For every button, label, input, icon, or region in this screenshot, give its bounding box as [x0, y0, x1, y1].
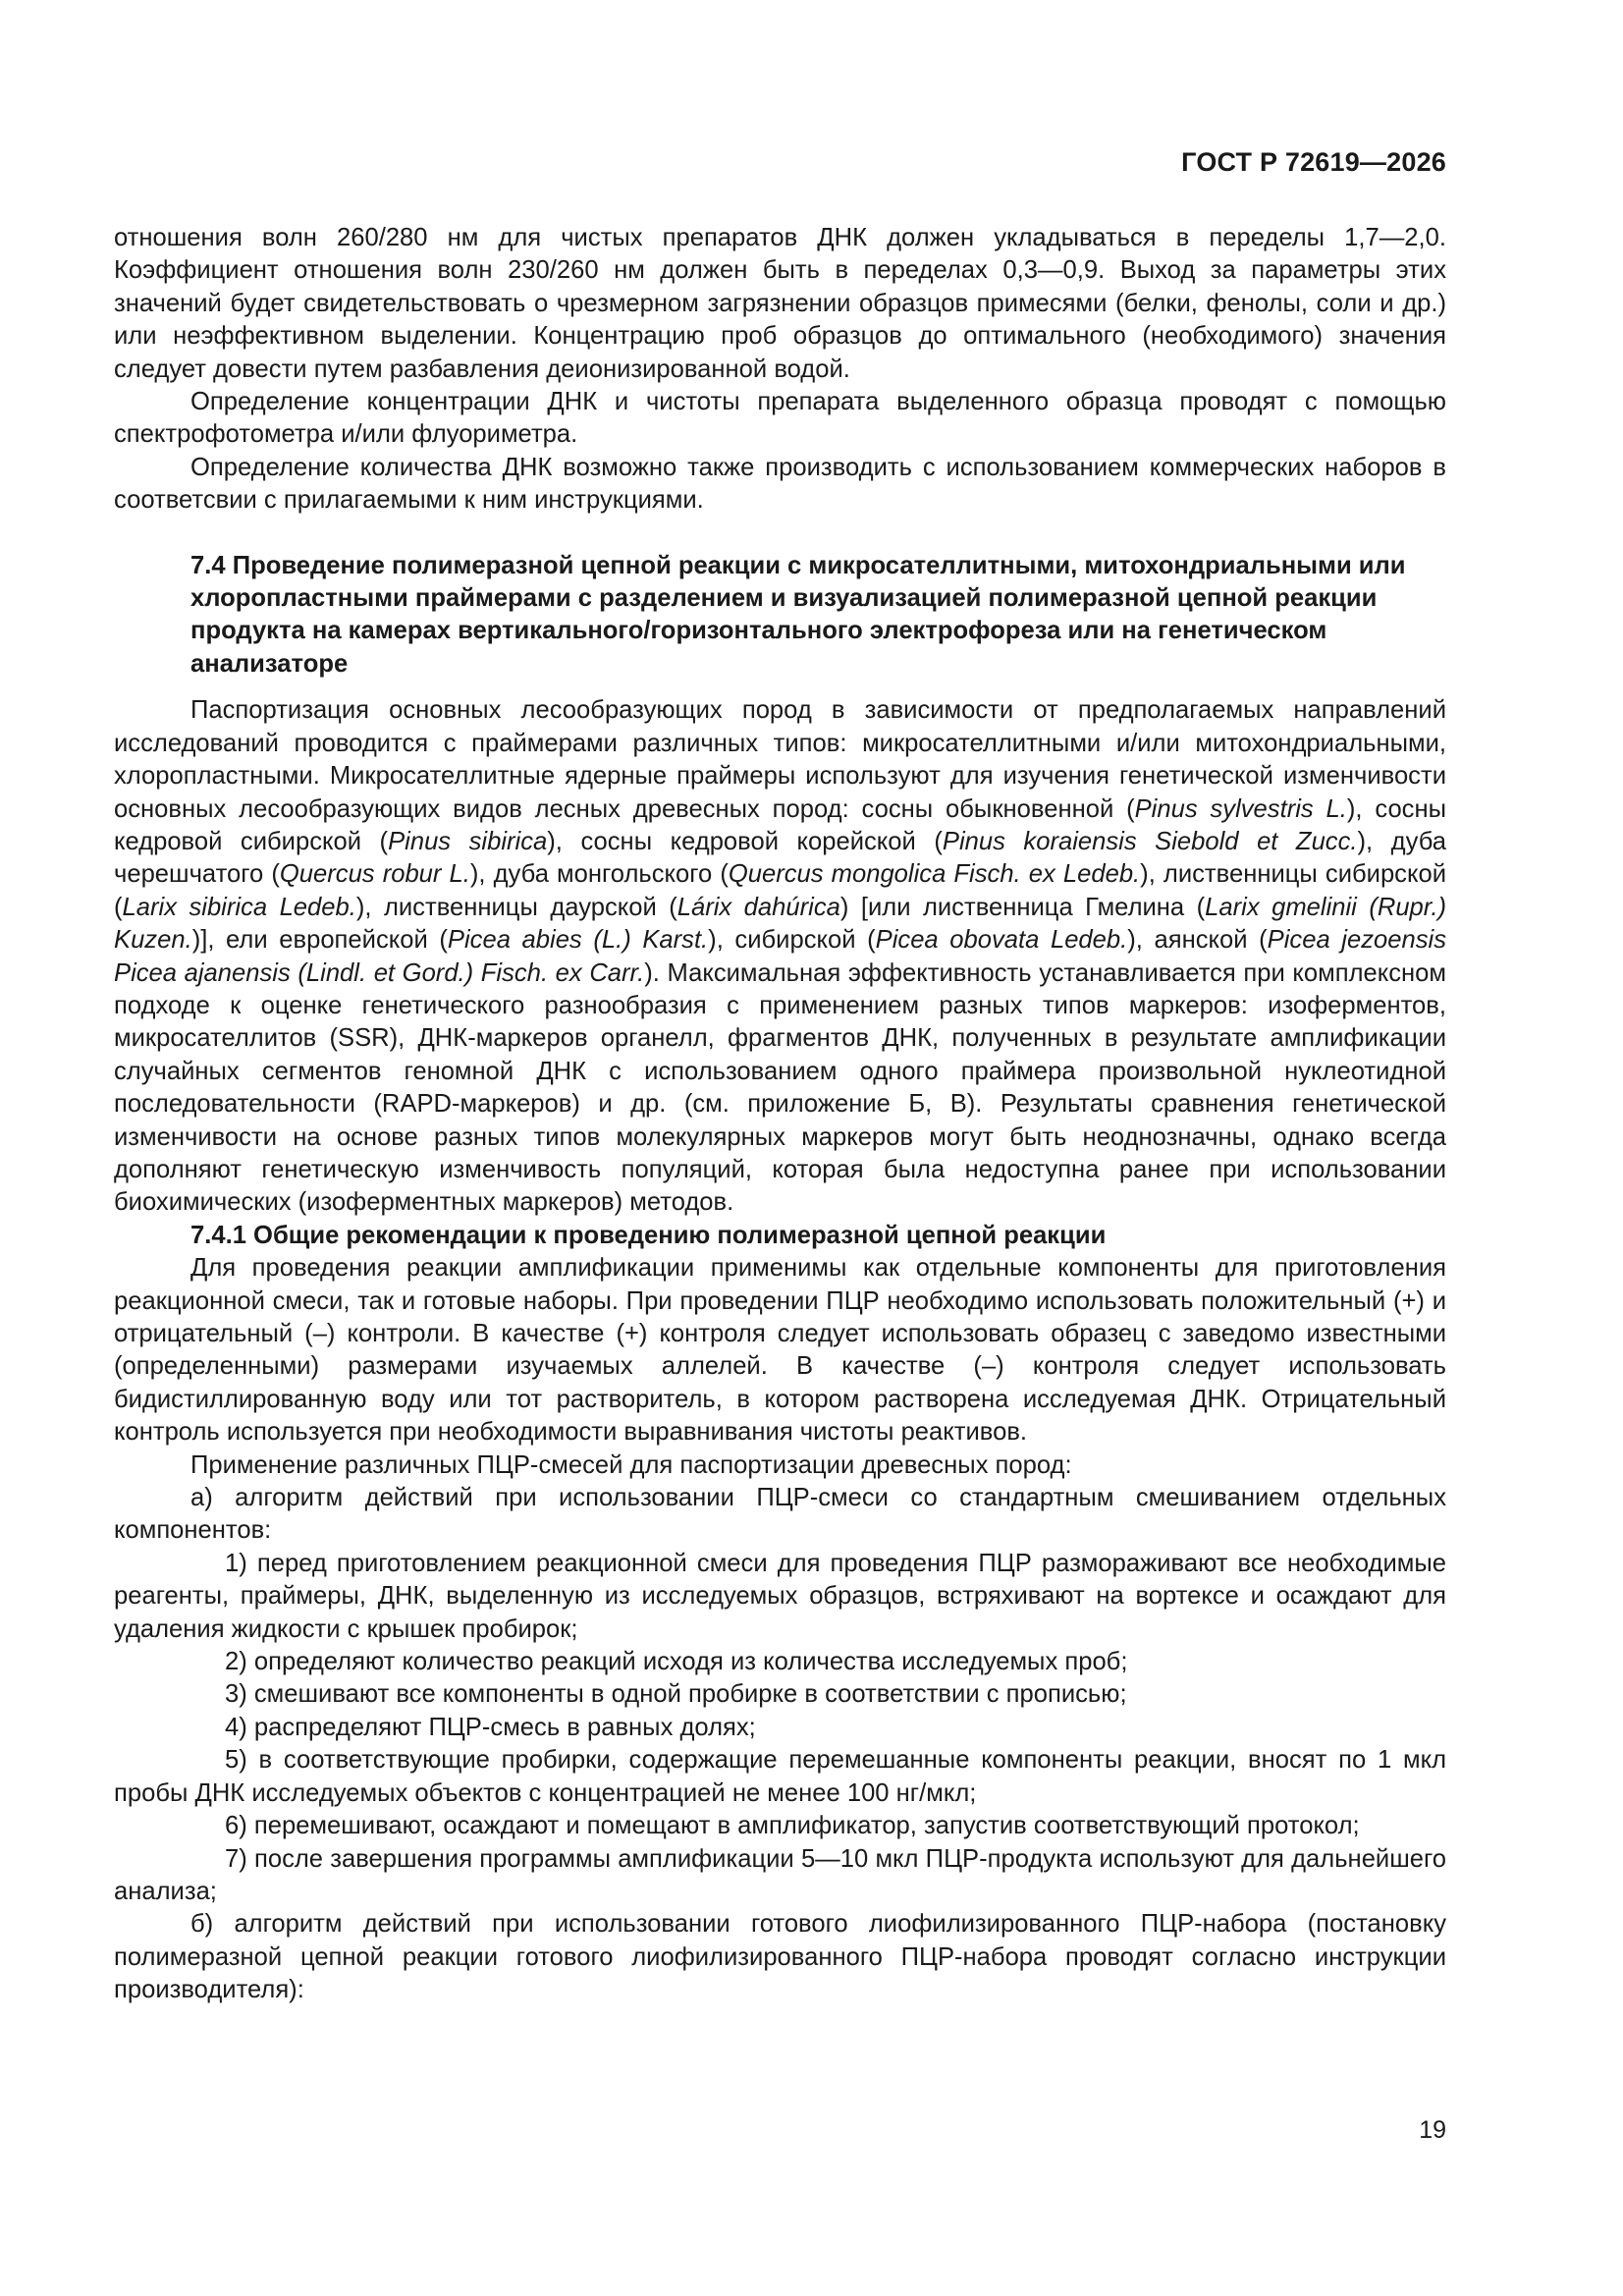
list-item-step-5: 5) в соответствующие пробирки, содержащие перемешанные компоненты реакции, вносят по 1 мкл пробы ДНК исследуемых объектов с концентрацией не менее 100 нг/мкл;: [114, 1746, 1446, 1807]
intro-paragraph-2: Определение концентрации ДНК и чистоты препарата выделенного образца проводят с помощью спектрофотометра и/или флуориметра.: [114, 388, 1446, 449]
list-item-step-6: 6) перемешивают, осаждают и помещают в амплификатор, запустив соответствующий протокол;: [225, 1812, 1360, 1840]
list-item-step-4: 4) распределяют ПЦР-смесь в равных долях;: [225, 1713, 756, 1741]
text-run: ), лиственницы сибирской (: [114, 860, 1446, 921]
text-run: ) [или лиственница Гмелина (: [839, 893, 1206, 921]
section-7-4-1-heading: 7.4.1 Общие рекомендации к проведению полимеразной цепной реакции: [190, 1221, 1107, 1249]
species-name: Quercus mongolica Fisch. ex Ledeb.: [728, 860, 1141, 889]
intro-paragraph-3: Определение количества ДНК возможно также производить с использованием коммерческих наборов в соответсвии с прилагаемыми к ним инструкциями.: [114, 453, 1446, 515]
species-name: Pinus sibirica: [388, 827, 548, 855]
list-item-step-3: 3) смешивают все компоненты в одной пробирке в соответствии с прописью;: [225, 1680, 1127, 1709]
text-run: ), сосны кедровой сибирской (: [114, 794, 1447, 855]
species-name: Lárix dahúrica: [676, 893, 840, 921]
document-standard-id: ГОСТ Р 72619—2026: [1181, 147, 1446, 177]
species-name: Picea obovata Ledeb.: [875, 926, 1128, 955]
text-run: ), лиственницы даурской (: [355, 893, 677, 921]
species-name: Quercus robur L.: [279, 860, 470, 889]
species-name: Larix gmelinii (Rupr.) Kuzen.: [114, 893, 1446, 955]
intro-paragraph-1: отношения волн 260/280 нм для чистых препаратов ДНК должен укладываться в переделы 1,7—2,0. Коэффициент отношения волн 230/260 нм должен быть в переделах 0,3—0,9. Выход за параметры этих значений будет свидетельствовать о чрезмерном загрязнении образцов примесями (белки, фенолы, соли и др.) или неэффективном выделении. Концентрацию проб образцов до оптимального (необходимого) значения следует довести путем разбавления деионизированной водой.: [114, 224, 1446, 383]
list-item-b: б) алгоритм действий при использовании готового лиофилизированного ПЦР-набора (постановку полимеразной цепной реакции готового лиофилизированного ПЦР-набора проводят согласно инструкции производителя):: [114, 1910, 1446, 2004]
species-name: Picea jezoensis Picea ajanensis (Lindl. et Gord.) Fisch. ex Carr.: [114, 926, 1446, 987]
species-name: Larix sibirica Ledeb.: [122, 893, 356, 921]
text-run: ), дуба черешчатого (: [114, 827, 1446, 889]
text-run: ), аянской (: [1127, 926, 1268, 955]
species-name: Picea abies (L.) Karst.: [447, 926, 709, 955]
text-run: ). Максимальная эффективность устанавливается при комплексном подходе к оценке генетического разнообразия с применением разных типов маркеров: изоферментов, микросателлитов (SSR), ДНК-маркеров органелл, фрагментов ДНК, полученных в результате амплификации случайных сегментов геномной ДНК с использованием одного праймера произвольной нуклеотидной последовательности (RAPD-маркеров) и др. (см. приложение Б, В). Результаты сравнения генетической изменчивости на основе разных типов молекулярных маркеров могут быть неоднозначны, однако всегда дополняют генетическую изменчивость популяций, которая была недоступна ранее при использовании биохимических (изоферментных маркеров) методов.: [114, 958, 1446, 1217]
text-run: )], ели европейской (: [191, 926, 448, 955]
species-name: Pinus koraiensis Siebold et Zucc.: [942, 827, 1358, 855]
text-run: Паспортизация основных лесообразующих пород в зависимости от предполагаемых направлений исследований проводится с праймерами различных типов: микросателлитными и/или митохондриальными, хлоропластными. Микросателлитные ядерные праймеры используют для изучения генетической изменчивости основных лесообразующих видов лесных древесных пород: сосны обыкновенной (: [114, 696, 1446, 823]
list-item-step-2: 2) определяют количество реакций исходя из количества исследуемых проб;: [225, 1648, 1128, 1676]
section-7-4-1-paragraph-1: Для проведения реакции амплификации применимы как отдельные компоненты для приготовления реакционной смеси, так и готовые наборы. При проведении ПЦР необходимо использовать положительный (+) и отрицательный (–) контроли. В качестве (+) контроля следует использовать образец с заведомо известными (определенными) размерами изучаемых аллелей. В качестве (–) контроля следует использовать бидистиллированную воду или тот растворитель, в котором растворена исследуемая ДНК. Отрицательный контроль используется при необходимости выравнивания чистоты реактивов.: [114, 1254, 1446, 1447]
list-item-step-1: 1) перед приготовлением реакционной смеси для проведения ПЦР размораживают все необходимые реагенты, праймеры, ДНК, выделенную из исследуемых образцов, встряхивают на вортексе и осаждают для удаления жидкости с крышек пробирок;: [114, 1549, 1446, 1643]
list-item-a: а) алгоритм действий при использовании ПЦР-смеси со стандартным смешиванием отдельных компонентов:: [114, 1484, 1446, 1545]
text-run: ), дуба монгольского (: [469, 860, 729, 889]
section-7-4-1-paragraph-2: Применение различных ПЦР-смесей для паспортизации древесных пород:: [190, 1450, 1072, 1479]
list-item-step-7: 7) после завершения программы амплификации 5—10 мкл ПЦР-продукта используют для дальнейшего анализа;: [114, 1844, 1446, 1905]
species-name: Pinus sylvestris L.: [1134, 794, 1347, 823]
section-7-4-paragraph: [114, 694, 1446, 1220]
text-run: ), сосны кедровой корейской (: [547, 827, 943, 855]
section-7-4-heading: 7.4 Проведение полимеразной цепной реакции с микросателлитными, митохондриальными или хлоропластными праймерами с разделением и визуализацией полимеразной цепной реакции продукта на камерах вертикального/горизонтального электрофореза или на генетическом анализаторе: [190, 551, 1406, 678]
text-run: ), сибирской (: [708, 926, 876, 955]
page-number: 19: [1419, 2116, 1446, 2144]
document-body: [114, 222, 1446, 2007]
